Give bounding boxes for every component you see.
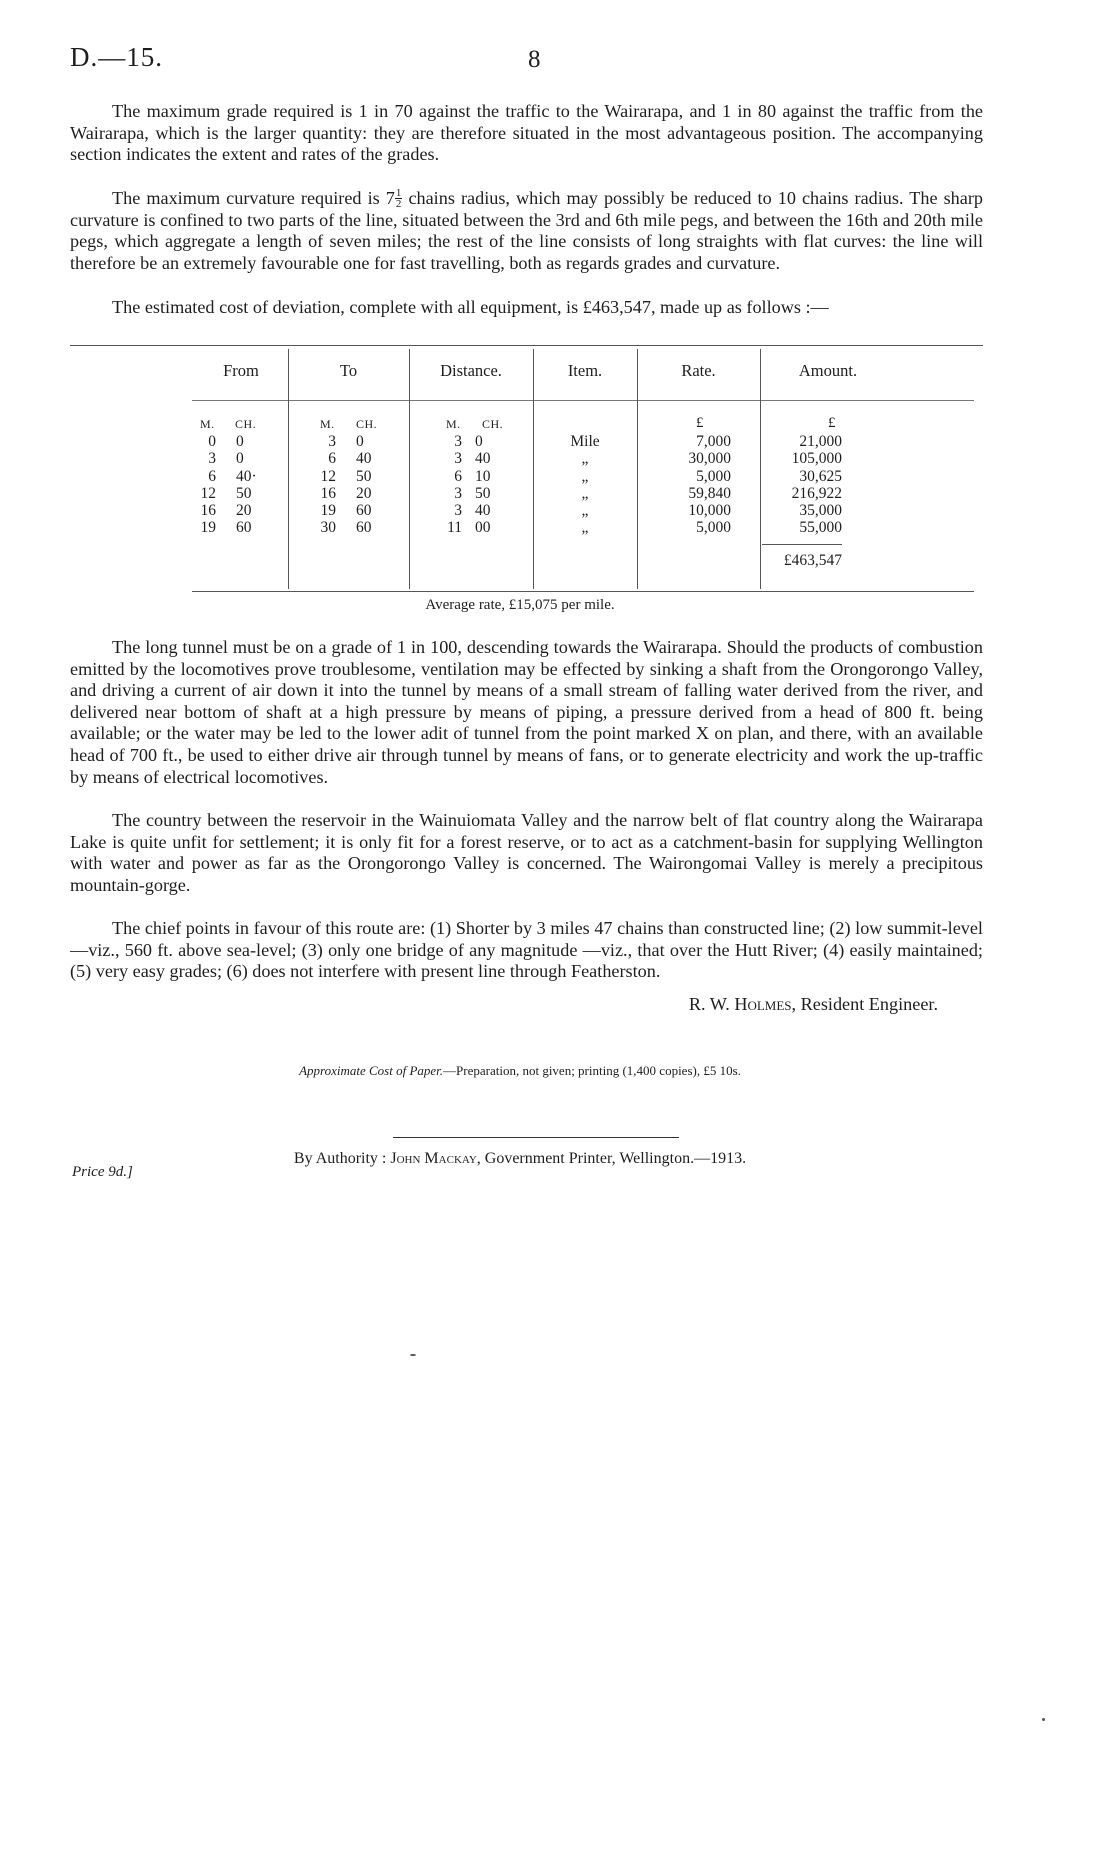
half-fraction: $\frac{1}{2}$	[395, 187, 402, 210]
table-cell-distance-m: 3	[454, 484, 462, 502]
table-cell-from-ch: 0	[236, 450, 244, 468]
table-cell-item: „	[581, 502, 589, 520]
column-to-chains	[356, 433, 386, 537]
col-divider-3	[533, 349, 534, 589]
table-cell-rate: 5,000	[696, 467, 731, 485]
table-cell-to-ch: 0	[356, 433, 364, 450]
column-rate	[648, 433, 731, 537]
table-cell-amount: 30,625	[799, 467, 842, 485]
table-cell-item: Mile	[570, 433, 600, 450]
col-divider-1	[288, 349, 289, 589]
scan-speck	[410, 1354, 416, 1356]
page-number: 8	[528, 46, 541, 73]
table-cell-item: „	[581, 450, 589, 468]
column-from-chains	[236, 433, 266, 537]
table-cell-to-ch: 60	[356, 502, 372, 520]
unit-from-ch: CH.	[235, 417, 257, 431]
table-cell-from-m: 3	[208, 450, 216, 468]
column-item	[550, 433, 620, 537]
cost-table	[70, 345, 983, 595]
table-cell-from-ch: 60	[236, 519, 252, 537]
paragraph-points: The chief points in favour of this route are: (1) Shorter by 3 miles 47 chains than constructed line; (2) low summit-level—viz., 560 ft. above sea-level; (3) only one bridge of any magnitude —viz., that over the Hutt River; (4) easily maintained; (5) very easy grades; (6) does not interfere with present line through Featherston.	[70, 918, 983, 982]
average-rate: Average rate, £15,075 per mile.	[425, 597, 615, 613]
table-cell-distance-m: 3	[454, 450, 462, 468]
table-cell-distance-ch: 0	[475, 433, 483, 450]
table-cell-distance-ch: 40	[475, 450, 491, 468]
header-from: From	[223, 361, 259, 380]
table-cell-to-m: 16	[320, 484, 336, 502]
header-distance: Distance.	[440, 361, 502, 380]
column-distance-miles	[442, 433, 462, 537]
table-cell-from-ch: 20	[236, 502, 252, 520]
table-cell-from-m: 16	[200, 502, 216, 520]
table-cell-amount: 21,000	[799, 433, 842, 450]
table-cell-to-ch: 20	[356, 484, 372, 502]
header-amount: Amount.	[798, 361, 858, 380]
authority-prefix: By Authority :	[293, 1150, 391, 1167]
table-cell-item: „	[581, 484, 589, 502]
unit-rate-pound: £	[696, 415, 704, 431]
column-distance-chains	[475, 433, 505, 537]
total-rule	[762, 544, 842, 545]
table-cell-from-ch: 50	[236, 484, 252, 502]
table-cell-amount: 35,000	[799, 502, 842, 520]
authority-printer: John Mackay	[390, 1150, 477, 1167]
table-cell-to-ch: 50	[356, 467, 372, 485]
table-cell-rate: 7,000	[696, 433, 731, 450]
header-to: To	[339, 361, 358, 380]
table-cell-distance-m: 11	[447, 519, 462, 537]
table-top-rule	[70, 345, 983, 346]
table-cell-from-m: 0	[208, 433, 216, 450]
unit-to-ch: CH.	[356, 417, 378, 431]
table-total: £463,547	[783, 552, 842, 569]
price: Price 9d.]	[72, 1164, 133, 1180]
table-cell-item: „	[581, 519, 589, 537]
col-divider-5	[760, 349, 761, 589]
cost-note-text: —Preparation, not given; printing (1,400 copies), £5 10s.	[443, 1063, 741, 1078]
table-cell-distance-ch: 50	[475, 484, 491, 502]
unit-dist-ch: CH.	[482, 417, 504, 431]
unit-from-m: M.	[200, 417, 215, 431]
paragraph-tunnel: The long tunnel must be on a grade of 1 in 100, descending towards the Wairarapa. Should the products of combustion emitted by the locomotives prove troublesome, ventilation may be effected by sinking a shaft from the Orongorongo Valley, and driving a current of air down it into the tunnel by means of a small stream of falling water derived from the river, and delivered near bottom of shaft at a high pressure by means of piping, a pressure derived from a head of 800 ft. being available; or the water may be led to the lower adit of tunnel from the point marked X on plan, and there, with an available head of 700 ft., be used to either drive air through tunnel by means of fans, or to generate electricity and work the up-traffic by means of electrical locomotives.	[70, 637, 983, 787]
unit-dist-m: M.	[446, 417, 461, 431]
table-cell-distance-ch: 10	[475, 467, 491, 485]
table-cell-from-m: 6	[208, 467, 216, 485]
table-cell-amount: 105,000	[791, 450, 842, 468]
table-cell-from-ch: 40·	[236, 467, 257, 485]
column-from-miles	[196, 433, 216, 537]
scan-speck	[1042, 1718, 1045, 1721]
column-to-miles	[316, 433, 336, 537]
table-cell-amount: 216,922	[791, 484, 842, 502]
cost-of-paper-note	[0, 1063, 1040, 1079]
curvature-text-a: The maximum curvature required is 7	[112, 188, 395, 208]
cost-note-label: Approximate Cost of Paper.	[299, 1063, 444, 1078]
table-cell-rate: 59,840	[688, 484, 731, 502]
paragraph-country: The country between the reservoir in the Wainuiomata Valley and the narrow belt of flat country along the Wairarapa Lake is quite unfit for settlement; it is only fit for a forest reserve, or to act as a catchment-basin for supplying Wellington with water and power as far as the Orongorongo Valley is concerned. The Wairongomai Valley is merely a precipitous mountain-gorge.	[70, 810, 983, 895]
col-divider-2	[409, 349, 410, 589]
signature	[689, 994, 938, 1015]
table-cell-rate: 10,000	[688, 502, 731, 520]
table-cell-distance-m: 6	[454, 467, 462, 485]
paragraph-grades: The maximum grade required is 1 in 70 against the traffic to the Wairarapa, and 1 in 80 against the traffic from the Wairarapa, which is the larger quantity: they are therefore situated in the most advantageous position. The accompanying section indicates the extent and rates of the grades.	[70, 101, 983, 165]
table-cell-to-m: 12	[320, 467, 336, 485]
col-divider-4	[637, 349, 638, 589]
signature-name: R. W. Holmes	[688, 994, 792, 1014]
table-cell-distance-ch: 40	[475, 502, 491, 520]
table-cell-from-ch: 0	[236, 433, 244, 450]
paragraph-estimate: The estimated cost of deviation, complete with all equipment, is £463,547, made up as follows :—	[112, 297, 829, 317]
table-cell-rate: 30,000	[688, 450, 731, 468]
authority-imprint	[0, 1150, 1040, 1168]
authority-suffix: , Government Printer, Wellington.—1913.	[476, 1150, 747, 1167]
table-cell-to-ch: 40	[356, 450, 372, 468]
header-item: Item.	[567, 361, 603, 380]
table-cell-item: „	[581, 467, 589, 485]
unit-to-m: M.	[320, 417, 335, 431]
table-cell-rate: 5,000	[696, 519, 731, 537]
table-cell-to-m: 19	[320, 502, 336, 520]
footer-separator	[393, 1137, 679, 1138]
table-cell-to-ch: 60	[356, 519, 372, 537]
table-cell-from-m: 12	[200, 484, 216, 502]
table-header-rule	[192, 400, 974, 401]
document-reference: D.—15.	[70, 42, 163, 72]
header-rate: Rate.	[681, 361, 716, 380]
table-cell-to-m: 30	[320, 519, 336, 537]
unit-amount-pound: £	[828, 415, 836, 431]
table-cell-from-m: 19	[200, 519, 216, 537]
table-cell-distance-ch: 00	[475, 519, 491, 537]
column-amount	[762, 433, 842, 537]
table-cell-distance-m: 3	[454, 433, 462, 450]
table-cell-amount: 55,000	[799, 519, 842, 537]
paragraph-curvature	[70, 188, 983, 274]
table-bottom-rule	[192, 591, 974, 592]
signature-title: , Resident Engineer.	[791, 994, 938, 1014]
curvature-text-b: chains radius, which may possibly be reduced to 10 chains radius. The sharp curvature is confined to two parts of the line, situated between the 3rd and 6th mile pegs, and between the 16th and 20th mile pegs, which aggregate a length of seven miles; the rest of the line consists of long straights with flat curves: the line will therefore be an extremely favourable one for fast travelling, both as regards grades and curvature.	[70, 188, 983, 273]
table-cell-to-m: 6	[328, 450, 336, 468]
table-cell-to-m: 3	[328, 433, 336, 450]
table-cell-distance-m: 3	[454, 502, 462, 520]
